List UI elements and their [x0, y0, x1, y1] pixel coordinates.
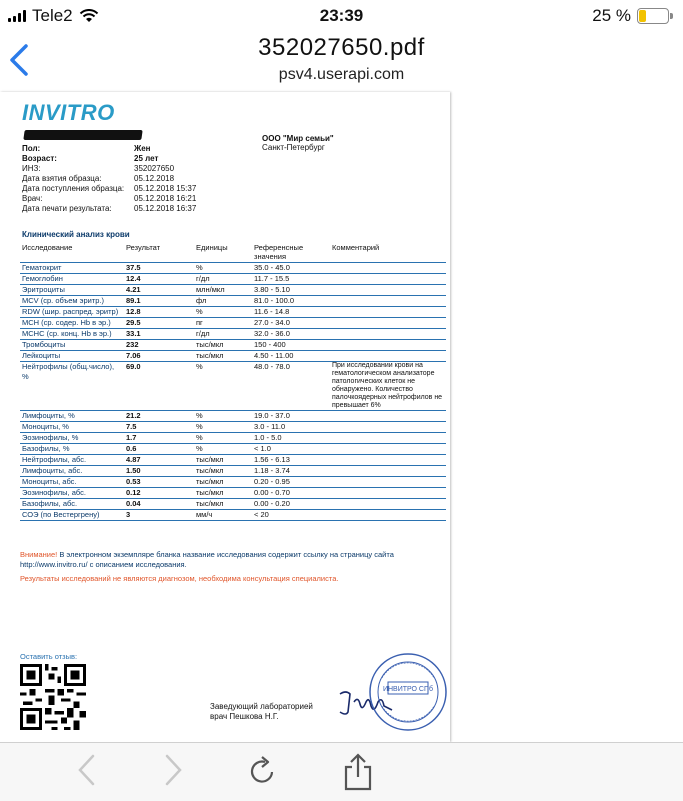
reload-icon[interactable] [248, 753, 278, 787]
clock: 23:39 [319, 6, 364, 25]
col-reference: Референсные значения [252, 242, 330, 263]
cell-ref: 1.0 - 5.0 [252, 433, 330, 444]
cell-ref: < 1.0 [252, 444, 330, 455]
cell-name: Лимфоциты, % [20, 411, 124, 422]
browser-toolbar [0, 742, 683, 801]
cell-unit: мм/ч [194, 510, 252, 521]
table-row [20, 422, 446, 433]
cell-name: Тромбоциты [20, 340, 124, 351]
cell-ref: 0.00 - 0.70 [252, 488, 330, 499]
table-row [20, 488, 446, 499]
results-table [20, 242, 446, 521]
cell-ref: < 20 [252, 510, 330, 521]
info-row [22, 144, 222, 154]
cell-unit: г/дл [194, 274, 252, 285]
battery-icon [637, 8, 669, 24]
cell-cmt [330, 307, 446, 318]
battery-percent: 25 % [592, 6, 631, 25]
redacted-name [23, 130, 142, 140]
cell-ref: 32.0 - 36.0 [252, 329, 330, 340]
cell-val: 4.21 [124, 285, 194, 296]
table-row [20, 263, 446, 274]
table-header [20, 242, 446, 263]
cell-unit: тыс/мкл [194, 488, 252, 499]
table-row [20, 340, 446, 351]
cell-ref: 11.6 - 14.8 [252, 307, 330, 318]
cell-unit: % [194, 444, 252, 455]
cell-val: 7.5 [124, 422, 194, 433]
cell-unit: тыс/мкл [194, 477, 252, 488]
table-row [20, 411, 446, 422]
qr-code-icon[interactable] [20, 664, 86, 730]
table-row [20, 362, 446, 411]
back-icon[interactable] [76, 753, 98, 787]
cell-ref: 0.00 - 0.20 [252, 499, 330, 510]
attention-note [20, 550, 440, 570]
col-result: Результат [124, 242, 194, 263]
viewer-background [450, 92, 683, 742]
cell-ref: 4.50 - 11.00 [252, 351, 330, 362]
info-value: 05.12.2018 16:37 [134, 204, 197, 213]
cell-ref: 0.20 - 0.95 [252, 477, 330, 488]
cell-cmt [330, 329, 446, 340]
cell-cmt [330, 263, 446, 274]
section-title: Клинический анализ крови [22, 230, 130, 239]
cell-unit: фл [194, 296, 252, 307]
sign-doctor: врач Пешкова Н.Г. [210, 712, 279, 721]
cell-name: Нейтрофилы (общ.число), % [20, 362, 124, 411]
cell-unit: тыс/мкл [194, 499, 252, 510]
cell-unit: % [194, 422, 252, 433]
cell-val: 12.8 [124, 307, 194, 318]
col-comment: Комментарий [330, 242, 446, 263]
cell-unit: % [194, 263, 252, 274]
cell-unit: тыс/мкл [194, 466, 252, 477]
cell-unit: млн/мкл [194, 285, 252, 296]
cell-unit: тыс/мкл [194, 340, 252, 351]
cell-name: СОЭ (по Вестергрену) [20, 510, 124, 521]
cell-val: 29.5 [124, 318, 194, 329]
table-row [20, 433, 446, 444]
cell-ref: 1.18 - 3.74 [252, 466, 330, 477]
cell-unit: тыс/мкл [194, 455, 252, 466]
cell-name: Базофилы, % [20, 444, 124, 455]
disclaimer: Результаты исследований не являются диагнозом, необходима консультация специалиста. [20, 574, 339, 583]
file-host: psv4.userapi.com [278, 66, 405, 83]
cell-cmt [330, 455, 446, 466]
organization [262, 134, 334, 152]
info-row [22, 194, 222, 204]
cell-ref: 3.80 - 5.10 [252, 285, 330, 296]
cell-unit: % [194, 307, 252, 318]
cell-unit: % [194, 362, 252, 411]
info-value: 25 лет [134, 154, 159, 163]
table-row [20, 329, 446, 340]
col-units: Единицы [194, 242, 252, 263]
info-row [22, 184, 222, 194]
attention-label: Внимание! [20, 550, 58, 559]
org-city: Санкт-Петербург [262, 143, 325, 152]
info-value: Жен [134, 144, 151, 153]
cell-name: Эозинофилы, абс. [20, 488, 124, 499]
cell-name: MCH (ср. содер. Hb в эр.) [20, 318, 124, 329]
cell-cmt [330, 422, 446, 433]
cell-val: 0.12 [124, 488, 194, 499]
cell-cmt [330, 477, 446, 488]
cell-cmt [330, 444, 446, 455]
cell-val: 69.0 [124, 362, 194, 411]
cell-val: 4.87 [124, 455, 194, 466]
table-row [20, 274, 446, 285]
feedback-label: Оставить отзыв: [20, 652, 78, 661]
carrier-label: Tele2 [32, 6, 73, 25]
info-row [22, 204, 222, 214]
cell-name: MCHC (ср. конц. Hb в эр.) [20, 329, 124, 340]
cell-name: Эозинофилы, % [20, 433, 124, 444]
signature-block [210, 702, 313, 722]
cell-name: Нейтрофилы, абс. [20, 455, 124, 466]
cell-val: 3 [124, 510, 194, 521]
cell-cmt: При исследовании крови на гематологическом анализаторе патологических клеток не обнаружено. Количество палочкоядерных нейтрофилов не превышает 6% [330, 362, 446, 411]
info-row [22, 174, 222, 184]
sign-title: Заведующий лабораторией [210, 702, 313, 711]
cell-name: Гемоглобин [20, 274, 124, 285]
table-row [20, 477, 446, 488]
cell-val: 1.7 [124, 433, 194, 444]
table-row [20, 285, 446, 296]
cell-cmt [330, 318, 446, 329]
pdf-page[interactable] [0, 92, 450, 742]
cell-ref: 11.7 - 15.5 [252, 274, 330, 285]
cell-unit: % [194, 411, 252, 422]
cell-ref: 19.0 - 37.0 [252, 411, 330, 422]
info-value: 05.12.2018 15:37 [134, 184, 197, 193]
cell-name: MCV (ср. объем эритр.) [20, 296, 124, 307]
cell-cmt [330, 488, 446, 499]
info-row [22, 164, 222, 174]
info-key: ИНЗ: [22, 164, 41, 173]
cell-cmt [330, 433, 446, 444]
cell-cmt [330, 340, 446, 351]
header [0, 30, 683, 90]
cell-unit: % [194, 433, 252, 444]
col-test: Исследование [20, 242, 124, 263]
cell-val: 7.06 [124, 351, 194, 362]
table-row [20, 296, 446, 307]
cell-ref: 81.0 - 100.0 [252, 296, 330, 307]
cell-val: 0.04 [124, 499, 194, 510]
table-row [20, 455, 446, 466]
info-key: Дата печати результата: [22, 204, 112, 213]
cell-cmt [330, 510, 446, 521]
lab-stamp [368, 652, 448, 732]
cell-ref: 27.0 - 34.0 [252, 318, 330, 329]
cell-name: Лимфоциты, абс. [20, 466, 124, 477]
cell-unit: г/дл [194, 329, 252, 340]
stamp-text: ИНВИТРО СПб [382, 686, 434, 693]
info-value: 05.12.2018 [134, 174, 175, 183]
patient-info [22, 144, 222, 214]
cell-cmt [330, 296, 446, 307]
table-row [20, 444, 446, 455]
cell-val: 232 [124, 340, 194, 351]
org-name: ООО "Мир семьи" [262, 134, 334, 143]
attention-text: В электронном экземпляре бланка название исследования содержит ссылку на страницу сайта http://www.invitro.ru/ с описанием исследования. [20, 550, 394, 569]
invitro-logo: INVITRO [22, 100, 115, 125]
cell-val: 0.53 [124, 477, 194, 488]
table-row [20, 510, 446, 521]
cell-cmt [330, 499, 446, 510]
cell-cmt [330, 351, 446, 362]
cell-cmt [330, 285, 446, 296]
cell-val: 1.50 [124, 466, 194, 477]
cell-ref: 48.0 - 78.0 [252, 362, 330, 411]
status-bar [0, 0, 683, 30]
cell-val: 37.5 [124, 263, 194, 274]
forward-icon[interactable] [162, 753, 184, 787]
info-key: Возраст: [22, 154, 57, 163]
cell-name: Базофилы, абс. [20, 499, 124, 510]
cell-name: Моноциты, абс. [20, 477, 124, 488]
table-row [20, 307, 446, 318]
cell-val: 21.2 [124, 411, 194, 422]
cell-val: 33.1 [124, 329, 194, 340]
cell-name: Моноциты, % [20, 422, 124, 433]
cell-cmt [330, 274, 446, 285]
info-row [22, 154, 222, 164]
info-key: Пол: [22, 144, 41, 153]
table-row [20, 499, 446, 510]
info-key: Дата взятия образца: [22, 174, 102, 183]
cell-val: 89.1 [124, 296, 194, 307]
cell-cmt [330, 466, 446, 477]
cell-name: Лейкоциты [20, 351, 124, 362]
table-row [20, 318, 446, 329]
table-row [20, 351, 446, 362]
file-title: 352027650.pdf [258, 34, 425, 61]
cell-ref: 150 - 400 [252, 340, 330, 351]
cell-name: Эритроциты [20, 285, 124, 296]
table-row [20, 466, 446, 477]
cell-ref: 1.56 - 6.13 [252, 455, 330, 466]
info-value: 352027650 [134, 164, 175, 173]
cell-val: 0.6 [124, 444, 194, 455]
cell-name: Гематокрит [20, 263, 124, 274]
share-icon[interactable] [342, 753, 374, 791]
cell-val: 12.4 [124, 274, 194, 285]
info-value: 05.12.2018 16:21 [134, 194, 197, 203]
info-key: Дата поступления образца: [22, 184, 125, 193]
cell-ref: 3.0 - 11.0 [252, 422, 330, 433]
cell-name: RDW (шир. распред. эритр) [20, 307, 124, 318]
cell-cmt [330, 411, 446, 422]
info-key: Врач: [22, 194, 43, 203]
cell-unit: пг [194, 318, 252, 329]
cell-ref: 35.0 - 45.0 [252, 263, 330, 274]
battery-group [592, 6, 669, 26]
cell-unit: тыс/мкл [194, 351, 252, 362]
